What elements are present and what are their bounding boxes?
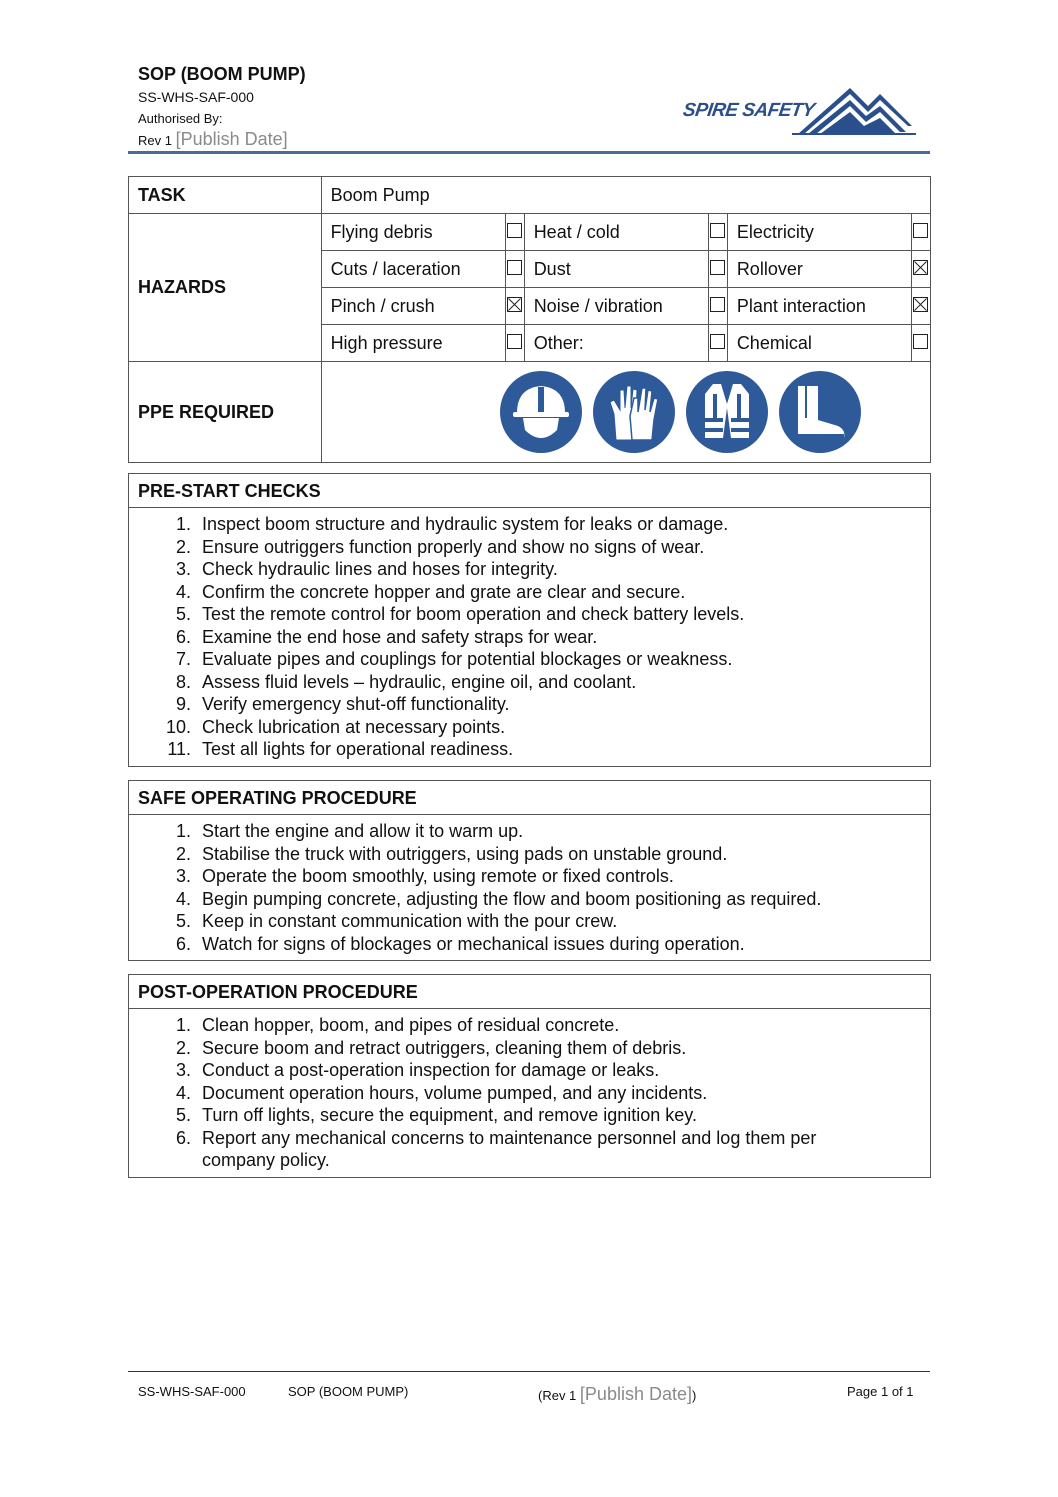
list-item-number: 7. (175, 649, 191, 669)
pre-start-list (129, 508, 930, 766)
list-item (129, 1104, 930, 1127)
safe-operating-section (128, 780, 931, 961)
list-item-number: 9. (175, 694, 191, 714)
list-item (129, 888, 930, 911)
ppe-icons (441, 368, 921, 456)
list-item-text: Operate the boom smoothly, using remote or fixed controls. (202, 866, 674, 886)
list-item-number: 1. (175, 514, 191, 534)
hazard-name: Rollover (727, 251, 911, 288)
list-item (129, 716, 930, 739)
list-item-text: Confirm the concrete hopper and grate are clear and secure. (202, 581, 686, 602)
list-item (129, 671, 930, 694)
list-item-number: 5. (175, 604, 191, 624)
hazard-name: Other: (524, 325, 708, 362)
ppe-row (129, 362, 931, 463)
hazard-checkbox[interactable] (913, 223, 928, 238)
revision (138, 129, 306, 150)
list-item-text: Test the remote control for boom operation and check battery levels. (202, 604, 745, 624)
list-item-number: 3. (175, 559, 191, 579)
hazard-checkbox[interactable] (507, 260, 522, 275)
section-title: POST-OPERATION PROCEDURE (129, 975, 930, 1009)
hazard-checkbox[interactable] (710, 334, 725, 349)
header-divider (128, 151, 930, 154)
hazard-row (129, 214, 931, 251)
hazard-checkbox[interactable] (710, 260, 725, 275)
task-hazard-table (128, 176, 931, 463)
list-item-text: Stabilise the truck with outriggers, using pads on unstable ground. (202, 843, 728, 864)
mountain-logo-icon (680, 82, 920, 138)
list-item (129, 581, 930, 604)
hazard-checkbox[interactable] (710, 223, 725, 238)
list-item (129, 648, 930, 671)
hazard-name: Dust (524, 251, 708, 288)
hard-hat-icon (497, 368, 585, 456)
list-item (129, 738, 930, 761)
list-item-number: 1. (175, 1015, 191, 1035)
gloves-icon (590, 368, 678, 456)
footer-rev-label: (Rev 1 (538, 1388, 577, 1403)
list-item-text: Ensure outriggers function properly and show no signs of wear. (202, 536, 705, 557)
list-item-number: 3. (175, 1060, 191, 1080)
hazard-checkbox[interactable] (507, 334, 522, 349)
list-item-number: 2. (175, 843, 191, 864)
revision-label: Rev 1 (138, 133, 172, 148)
authorised-by: Authorised By: (138, 111, 223, 126)
list-item (129, 1127, 930, 1172)
list-item (129, 865, 930, 888)
list-item (129, 843, 930, 866)
document-title: SOP (BOOM PUMP) (138, 64, 306, 84)
list-item (129, 933, 930, 956)
list-item-text: Check hydraulic lines and hoses for integrity. (202, 559, 558, 579)
list-item-number: 2. (175, 536, 191, 557)
hi-vis-vest-icon (683, 368, 771, 456)
hazard-checkbox[interactable] (507, 223, 522, 238)
list-item (129, 626, 930, 649)
spire-safety-logo (680, 82, 920, 138)
hazard-name: Cuts / laceration (321, 251, 505, 288)
post-operation-list (129, 1009, 930, 1177)
list-item-text: Start the engine and allow it to warm up. (202, 821, 524, 841)
hazard-checkbox[interactable] (913, 260, 928, 275)
list-item-text: Conduct a post-operation inspection for damage or leaks. (202, 1060, 660, 1080)
safe-operating-list (129, 815, 930, 960)
list-item-text: Document operation hours, volume pumped, and any incidents. (202, 1082, 708, 1103)
safety-boots-icon (776, 368, 864, 456)
hazard-checkbox[interactable] (507, 297, 522, 312)
list-item-number: 6. (175, 933, 191, 954)
list-item-text: Secure boom and retract outriggers, cleaning them of debris. (202, 1037, 687, 1058)
footer-publish-date: [Publish Date] (579, 1384, 692, 1404)
list-item (129, 603, 930, 626)
list-item-number: 4. (175, 1082, 191, 1103)
footer-revision (538, 1384, 696, 1405)
list-item-text: Keep in constant communication with the pour crew. (202, 911, 618, 931)
list-item (129, 513, 930, 536)
footer-rev-close: ) (691, 1388, 697, 1403)
list-item-number: 10. (165, 716, 191, 737)
list-item-text: Begin pumping concrete, adjusting the flow and boom positioning as required. (202, 888, 822, 909)
hazard-name: High pressure (321, 325, 505, 362)
ppe-label: PPE REQUIRED (129, 362, 322, 463)
footer-doc-code: SS-WHS-SAF-000 (138, 1384, 246, 1399)
list-item-number: 5. (175, 911, 191, 931)
list-item (129, 1014, 930, 1037)
list-item-number: 5. (175, 1105, 191, 1125)
list-item-text: Watch for signs of blockages or mechanical issues during operation. (202, 933, 745, 954)
list-item-text: Clean hopper, boom, and pipes of residual concrete. (202, 1015, 620, 1035)
list-item-number: 4. (175, 888, 191, 909)
publish-date-placeholder: [Publish Date] (175, 129, 288, 149)
list-item-text: Examine the end hose and safety straps for wear. (202, 626, 598, 647)
list-item (129, 558, 930, 581)
list-item (129, 536, 930, 559)
list-item (129, 1037, 930, 1060)
list-item-number: 6. (175, 1127, 191, 1148)
hazard-name: Noise / vibration (524, 288, 708, 325)
list-item-number: 3. (175, 866, 191, 886)
hazard-name: Chemical (727, 325, 911, 362)
list-item-text: Assess fluid levels – hydraulic, engine oil, and coolant. (202, 671, 637, 692)
hazard-checkbox[interactable] (710, 297, 725, 312)
section-title: PRE-START CHECKS (129, 474, 930, 508)
list-item-text: Test all lights for operational readiness. (202, 739, 514, 759)
list-item-number: 1. (175, 821, 191, 841)
hazard-name: Plant interaction (727, 288, 911, 325)
list-item-number: 2. (175, 1037, 191, 1058)
hazards-label: HAZARDS (129, 214, 322, 362)
footer-title: SOP (BOOM PUMP) (288, 1384, 409, 1399)
hazard-checkbox[interactable] (913, 334, 928, 349)
list-item-number: 6. (175, 626, 191, 647)
list-item-text: Evaluate pipes and couplings for potential blockages or weakness. (202, 649, 733, 669)
list-item (129, 1059, 930, 1082)
pre-start-checks-section (128, 473, 931, 767)
hazard-checkbox[interactable] (913, 297, 928, 312)
task-label: TASK (129, 177, 322, 214)
logo-text: SPIRE SAFETY (681, 100, 816, 121)
hazard-name: Electricity (727, 214, 911, 251)
list-item-number: 11. (167, 739, 191, 759)
list-item-number: 4. (175, 581, 191, 602)
list-item (129, 1082, 930, 1105)
hazard-name: Pinch / crush (321, 288, 505, 325)
document-code: SS-WHS-SAF-000 (138, 89, 254, 105)
list-item-text: Turn off lights, secure the equipment, and remove ignition key. (202, 1105, 697, 1125)
post-operation-section (128, 974, 931, 1178)
list-item-text: Inspect boom structure and hydraulic system for leaks or damage. (202, 514, 729, 534)
page-number: Page 1 of 1 (847, 1384, 914, 1399)
list-item-text: Check lubrication at necessary points. (202, 716, 506, 737)
list-item-text: Report any mechanical concerns to maintenance personnel and log them per company policy. (202, 1127, 817, 1170)
task-row (129, 177, 931, 214)
footer-divider (128, 1371, 930, 1372)
task-value: Boom Pump (321, 177, 930, 214)
list-item (129, 910, 930, 933)
list-item-text: Verify emergency shut-off functionality. (202, 694, 510, 714)
hazard-name: Heat / cold (524, 214, 708, 251)
list-item-number: 8. (175, 671, 191, 692)
hazard-name: Flying debris (321, 214, 505, 251)
section-title: SAFE OPERATING PROCEDURE (129, 781, 930, 815)
document-header (138, 64, 306, 150)
list-item (129, 693, 930, 716)
list-item (129, 820, 930, 843)
